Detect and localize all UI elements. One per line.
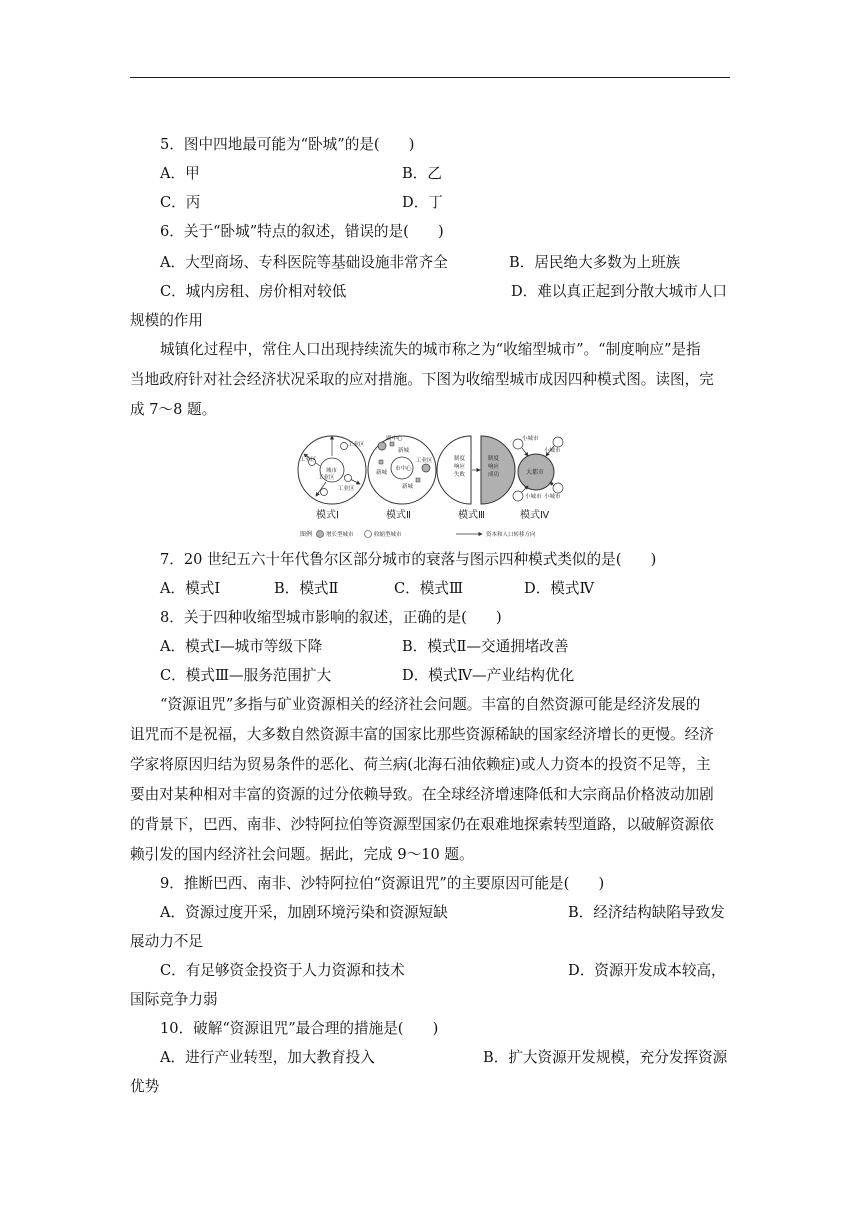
header-rule	[130, 77, 730, 78]
q5-option-a[interactable]: A．甲	[160, 165, 200, 182]
q8-option-c[interactable]: C．模式Ⅲ—服务范围扩大	[160, 667, 332, 684]
intro1-line2: 当地政府针对社会经济状况采取的应对措施。下图为收缩型城市成因四种模式图。读图，完	[130, 371, 714, 388]
q6-option-a[interactable]: A．大型商场、专科医院等基础设施非常齐全	[160, 254, 448, 271]
model-2-diagram	[368, 434, 436, 521]
q8-option-d[interactable]: D．模式Ⅳ—产业结构优化	[402, 667, 575, 684]
q10-stem: 10．破解“资源诅咒”最合理的措施是( )	[160, 1020, 439, 1037]
m3-right-0: 制度	[488, 456, 500, 462]
m2-label-0: 副中心	[386, 436, 403, 442]
intro1-line3: 成 7～8 题。	[130, 401, 217, 418]
q10-option-a[interactable]: A．进行产业转型，加大教育投入	[160, 1049, 375, 1066]
shrinking-city-models-figure	[296, 432, 566, 544]
q9-option-d-cont: 国际竞争力弱	[130, 991, 218, 1008]
q7-option-d[interactable]: D．模式Ⅳ	[524, 580, 595, 597]
m4-small-2: 小城市	[525, 494, 542, 500]
q10-option-b-cont: 优势	[130, 1078, 160, 1095]
intro1-line1: 城镇化过程中，常住人口出现持续流失的城市称之为“收缩型城市”。“制度响应”是指	[160, 341, 701, 358]
q5-option-d[interactable]: D．丁	[402, 194, 443, 211]
q8-option-b[interactable]: B．模式Ⅱ—交通拥堵改善	[402, 638, 569, 655]
m4-small-1: 小城市	[544, 448, 561, 454]
mode-1-label: 模式Ⅰ	[316, 510, 339, 521]
q8-stem: 8．关于四种收缩型城市影响的叙述，正确的是( )	[160, 609, 502, 626]
m3-left-2: 失败	[454, 472, 466, 478]
q9-option-b-cont: 展动力不足	[130, 933, 203, 950]
q9-option-a[interactable]: A．资源过度开采，加剧环境污染和资源短缺	[160, 904, 448, 921]
m3-left-0: 制度	[454, 456, 466, 462]
model-1-diagram	[298, 436, 366, 521]
q5-option-b[interactable]: B．乙	[402, 165, 442, 182]
model-3-diagram	[437, 436, 515, 521]
q6-option-d-cont: 规模的作用	[130, 312, 203, 329]
m1-label-3: 工业区	[318, 475, 335, 481]
intro2-line3: 学家将原因归结为贸易条件的恶化、荷兰病(北海石油依赖症)或人力资本的投资不足等，主	[130, 756, 711, 773]
q5-option-c[interactable]: C．丙	[160, 194, 201, 211]
legend-shrink: 收缩型城市	[374, 532, 402, 538]
q6-option-b[interactable]: B．居民绝大多数为上班族	[509, 254, 681, 271]
q5-stem: 5．图中四地最可能为“卧城”的是( )	[160, 136, 415, 153]
m2-label-3: 工业区	[416, 458, 433, 464]
legend-arrow: 资本和人口转移方向	[486, 532, 536, 538]
m4-center-label: 大都市	[526, 469, 545, 476]
mode-2-label: 模式Ⅱ	[386, 510, 411, 521]
intro2-line6: 赖引发的国内经济社会问题。据此，完成 9～10 题。	[130, 846, 474, 863]
m1-label-0: 工业区	[348, 442, 365, 448]
q8-option-a[interactable]: A．模式Ⅰ—城市等级下降	[160, 638, 323, 655]
model-4-diagram	[513, 434, 563, 521]
m4-small-0: 小城市	[522, 436, 539, 442]
q7-option-a[interactable]: A．模式Ⅰ	[160, 580, 221, 597]
q6-option-d[interactable]: D．难以真正起到分散大城市人口	[511, 283, 728, 300]
intro2-line2: 诅咒而不是祝福，大多数自然资源丰富的国家比那些资源稀缺的国家经济增长的更慢。经济	[130, 726, 714, 743]
q10-option-b[interactable]: B．扩大资源开发规模，充分发挥资源	[483, 1049, 728, 1066]
q9-option-b[interactable]: B．经济结构缺陷导致发	[568, 904, 725, 921]
m3-right-1: 响应	[488, 464, 500, 470]
q9-stem: 9．推断巴西、南非、沙特阿拉伯“资源诅咒”的主要原因可能是( )	[160, 875, 605, 892]
q7-option-c[interactable]: C．模式Ⅲ	[394, 580, 464, 597]
m1-label-1: 工业区	[300, 457, 317, 463]
q9-option-c[interactable]: C．有足够资金投资于人力资源和技术	[160, 962, 405, 979]
m2-label-4: 新城	[376, 470, 388, 476]
q6-stem: 6．关于“卧城”特点的叙述，错误的是( )	[160, 223, 444, 240]
intro2-line4: 要由对某种相对丰富的资源的过分依赖导致。在全球经济增速降低和大宗商品价格波动加剧	[130, 786, 714, 803]
q9-option-d[interactable]: D．资源开发成本较高，	[568, 962, 726, 979]
m3-left-1: 响应	[454, 464, 466, 470]
q7-stem: 7．20 世纪五六十年代鲁尔区部分城市的衰落与图示四种模式类似的是( )	[160, 551, 657, 568]
q6-option-c[interactable]: C．城内房租、房价相对较低	[160, 283, 347, 300]
m4-small-3: 小城市	[544, 494, 561, 500]
mode-4-label: 模式Ⅳ	[520, 510, 550, 521]
m3-right-2: 成功	[488, 472, 500, 478]
figure-legend	[300, 530, 536, 538]
mode-3-label: 模式Ⅲ	[458, 510, 485, 521]
legend-growth: 增长型城市	[326, 532, 354, 538]
m2-label-1: 新城	[398, 448, 410, 454]
legend-title: 图例	[300, 531, 313, 538]
m1-label-4: 工业区	[338, 486, 355, 492]
m2-label-2: 市中心	[395, 466, 412, 472]
q7-option-b[interactable]: B．模式Ⅱ	[274, 580, 339, 597]
m2-label-5: 新城	[402, 484, 414, 490]
intro2-line1: “资源诅咒”多指与矿业资源相关的经济社会问题。丰富的自然资源可能是经济发展的	[160, 696, 701, 713]
intro2-line5: 的背景下，巴西、南非、沙特阿拉伯等资源型国家仍在艰难地探索转型道路，以破解资源依	[130, 816, 714, 833]
m1-label-2: 城市	[326, 468, 338, 474]
